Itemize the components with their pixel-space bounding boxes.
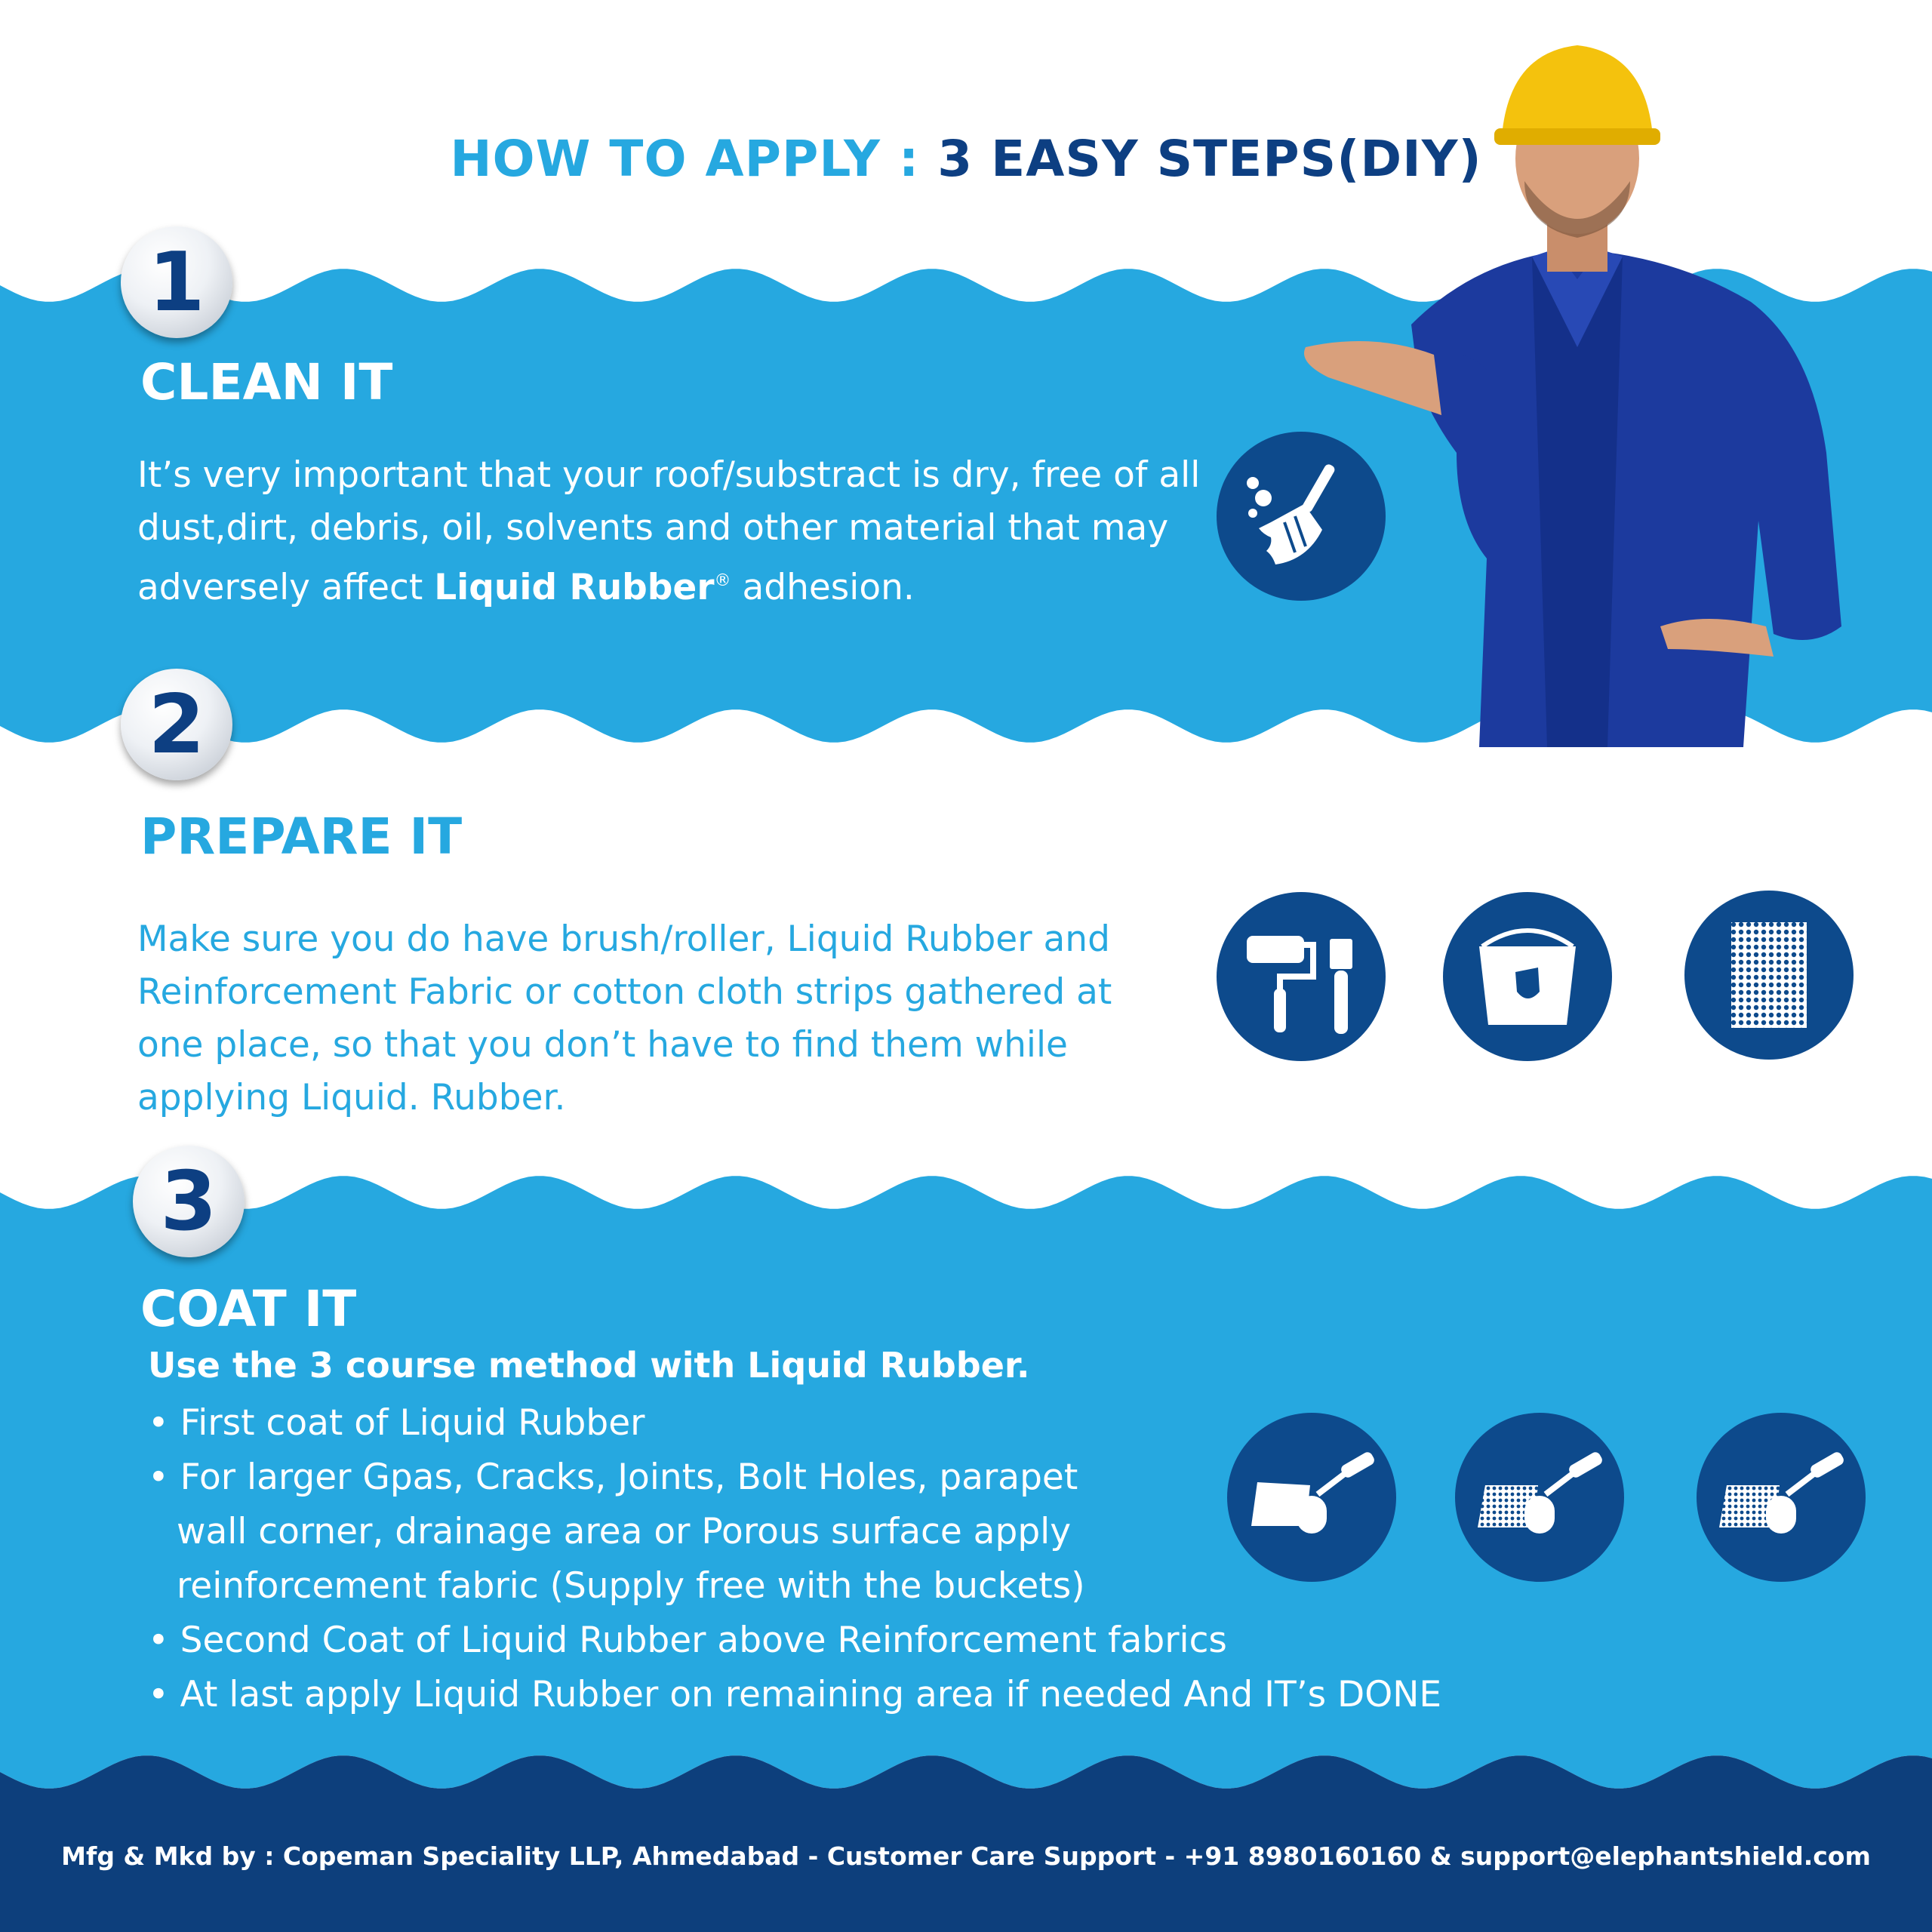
fabric-mesh-icon — [1684, 891, 1854, 1060]
list-item: reinforcement fabric (Supply free with the buckets) — [177, 1565, 1085, 1607]
step-2-heading: PREPARE IT — [140, 808, 463, 866]
step-3-heading: COAT IT — [140, 1280, 357, 1338]
step-1-description — [137, 449, 1209, 614]
list-item: • Second Coat of Liquid Rubber above Reinforcement fabrics — [148, 1620, 1227, 1661]
roller-second-coat-icon — [1697, 1413, 1866, 1582]
step-3-intro: Use the 3 course method with Liquid Rubber. — [148, 1345, 1030, 1386]
list-item: • For larger Gpas, Cracks, Joints, Bolt Holes, parapet — [148, 1457, 1078, 1498]
step-1-text-before: It’s very important that your roof/substract is dry, free of all dust,dirt, debris, oil, solvents and other material that may adversely affect — [137, 454, 1201, 608]
bucket-icon — [1443, 892, 1612, 1061]
title-part-2: 3 EASY STEPS(DIY) — [937, 130, 1482, 188]
step-2-description: Make sure you do have brush/roller, Liquid Rubber and Reinforcement Fabric or cotton cloth strips gathered at one place, so that you don’t have to find them while applying Liquid. Rubber. — [137, 918, 1112, 1118]
registered-mark: ® — [714, 571, 731, 590]
page-title — [0, 130, 1932, 188]
footer-text: Mfg & Mkd by : Copeman Speciality LLP, Ahmedabad - Customer Care Support - +91 8980160160 & support@elephantshield.com — [61, 1841, 1871, 1871]
brand-name: Liquid Rubber — [434, 567, 715, 608]
list-item: wall corner, drainage area or Porous surface apply — [177, 1511, 1072, 1552]
step-1-text-after: adhesion. — [731, 567, 915, 608]
title-part-1: HOW TO APPLY : — [450, 130, 938, 188]
list-item: • At last apply Liquid Rubber on remaining area if needed And IT’s DONE — [148, 1674, 1442, 1715]
roller-and-brush-icon — [1217, 892, 1386, 1061]
step-1-number-badge: 1 — [121, 226, 232, 338]
roller-fabric-coat-icon — [1455, 1413, 1624, 1582]
step-2-number-badge: 2 — [121, 669, 232, 780]
step-1-heading: CLEAN IT — [140, 353, 393, 411]
step-3-number-badge: 3 — [133, 1146, 245, 1257]
broom-icon — [1217, 432, 1386, 601]
list-item: • First coat of Liquid Rubber — [148, 1402, 645, 1444]
roller-first-coat-icon — [1227, 1413, 1396, 1582]
